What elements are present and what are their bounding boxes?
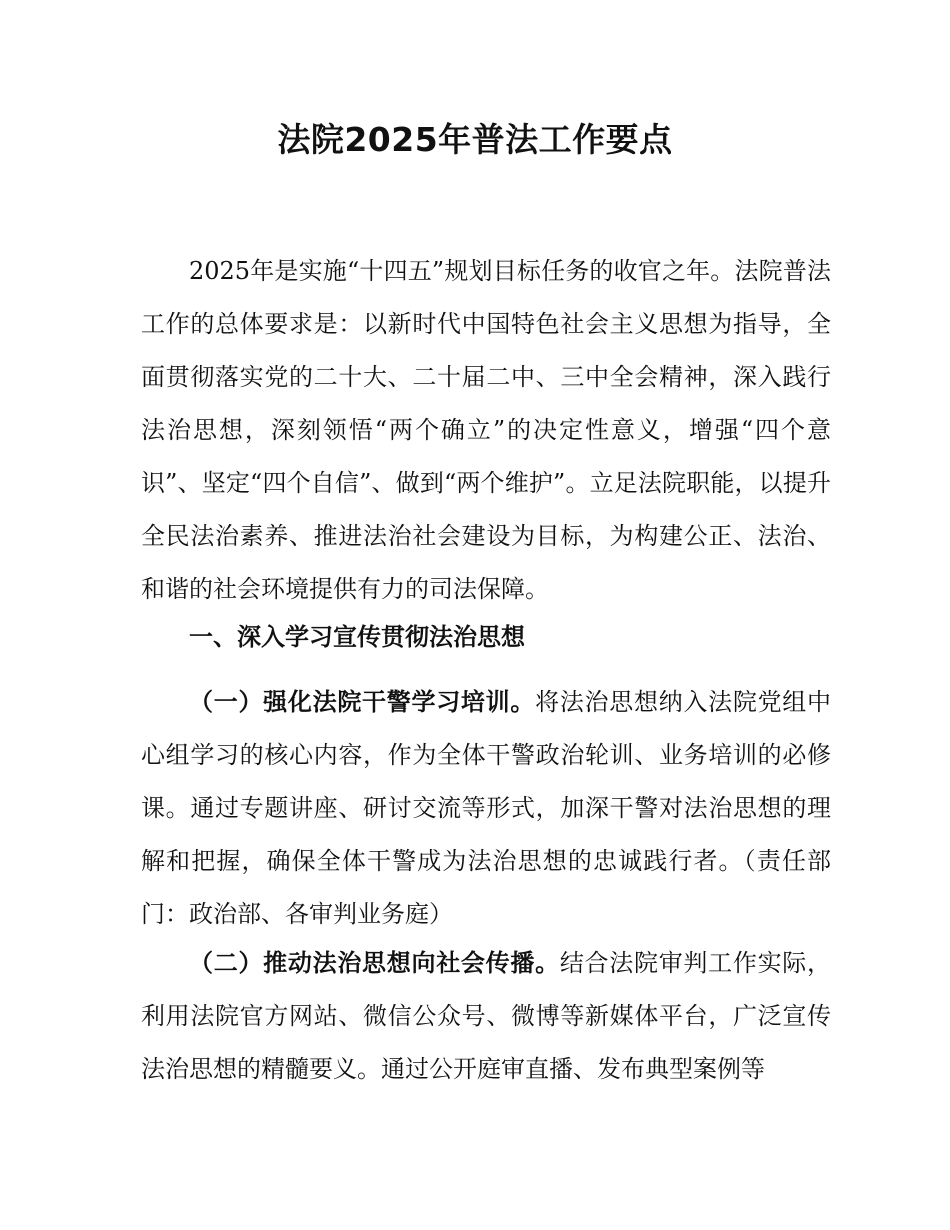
subsection-body-2: 结合法院审判工作实际，利用法院官方网站、微信公众号、微博等新媒体平台，广泛宣传法治思想的精髓要义。通过公开庭审直播、发布典型案例等 <box>141 949 832 1083</box>
subsection-paragraph-2 <box>141 937 831 1096</box>
subsection-title-2: （二）推动法治思想向社会传播。 <box>189 949 560 977</box>
subsection-body-1: 将法治思想纳入法院党组中心组学习的核心内容，作为全体干警政治轮训、业务培训的必修课。通过专题讲座、研讨交流等形式，加深干警对法治思想的理解和把握，确保全体干警成为法治思想的忠诚践行者。（责任部门：政治部、各审判业务庭） <box>141 688 832 928</box>
intro-paragraph: 2025年是实施“十四五”规划目标任务的收官之年。法院普法工作的总体要求是：以新时代中国特色社会主义思想为指导，全面贯彻落实党的二十大、二十届二中、三中全会精神，深入践行法治思想，深刻领悟“两个确立”的决定性意义，增强“四个意识”、坚定“四个自信”、做到“两个维护”。立足法院职能，以提升全民法治素养、推进法治社会建设为目标，为构建公正、法治、和谐的社会环境提供有力的司法保障。 <box>141 257 831 603</box>
document-title: 法院2025年普法工作要点 <box>277 120 673 159</box>
subsection-title-1: （一）强化法院干警学习培训。 <box>189 688 536 716</box>
subsection-paragraph-1 <box>141 676 831 941</box>
section-heading-1: 一、深入学习宣传贯彻法治思想 <box>189 623 525 651</box>
